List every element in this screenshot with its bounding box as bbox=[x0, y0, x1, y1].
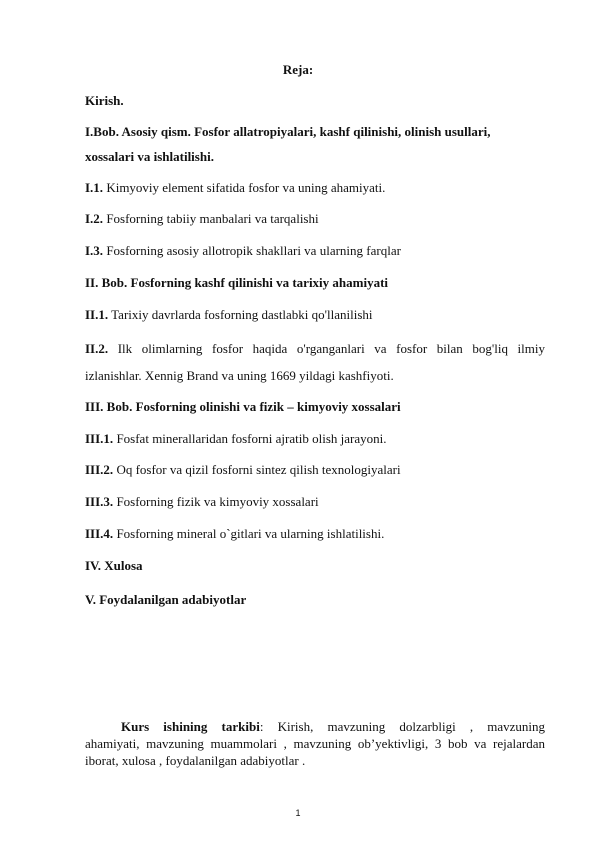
toc-item-text: Tarixiy davrlarda fosforning dastlabki qo'llanilishi bbox=[108, 307, 373, 322]
chapter4-heading: IV. Xulosa bbox=[85, 558, 143, 573]
toc-item-number: III.3. bbox=[85, 494, 114, 509]
toc-item-text: Fosfat minerallaridan fosforni ajratib olish jarayoni. bbox=[113, 431, 387, 446]
toc-item bbox=[85, 462, 545, 478]
toc-item-number: I.2. bbox=[85, 211, 104, 226]
toc-item-text: Fosforning tabiiy manbalari va tarqalishi bbox=[103, 211, 319, 226]
chapter1-heading-line1: I.Bob. Asosiy qism. Fosfor allatropiyalari, kashf qilinishi, olinish usullari, bbox=[85, 124, 491, 139]
page-number: 1 bbox=[295, 808, 301, 818]
structure-label: Kurs ishining tarkibi bbox=[121, 719, 260, 734]
toc-item-multiline-line2: izlanishlar. Xennig Brand va uning 1669 yildagi kashfiyoti. bbox=[85, 368, 394, 383]
toc-item-number: I.1. bbox=[85, 180, 104, 195]
toc-item bbox=[85, 494, 545, 510]
toc-item-multiline-line1 bbox=[85, 341, 545, 357]
page-title: Reja: bbox=[282, 62, 314, 77]
toc-item bbox=[85, 307, 545, 323]
intro-heading: Kirish. bbox=[85, 93, 124, 108]
toc-item-text: Fosforning fizik va kimyoviy xossalari bbox=[113, 494, 319, 509]
toc-item bbox=[85, 180, 545, 196]
structure-text-rest: ahamiyati, mavzuning muammolari , mavzuning ob’yektivligi, 3 bob va rejalardan iborat, xulosa , foydalanilgan adabiyotlar . bbox=[85, 736, 545, 768]
toc-item-number: III.1. bbox=[85, 431, 114, 446]
toc-item-text: Kimyoviy element sifatida fosfor va uning ahamiyati. bbox=[103, 180, 386, 195]
toc-item-text: Fosforning asosiy allotropik shakllari va ularning farqlar bbox=[103, 243, 401, 258]
toc-item bbox=[85, 431, 545, 447]
toc-item-number: II.2. bbox=[85, 341, 109, 356]
chapter2-heading: II. Bob. Fosforning kashf qilinishi va tarixiy ahamiyati bbox=[85, 275, 389, 290]
toc-item bbox=[85, 526, 545, 542]
toc-item-text: Ilk olimlarning fosfor haqida o'rganganlari va fosfor bilan bog'liq ilmiy bbox=[108, 341, 545, 356]
toc-item bbox=[85, 211, 545, 227]
toc-item-number: III.4. bbox=[85, 526, 114, 541]
chapter1-heading-line2: xossalari va ishlatilishi. bbox=[85, 149, 214, 164]
toc-item-text: Fosforning mineral o`gitlari va ularning ishlatilishi. bbox=[113, 526, 385, 541]
toc-item-number: I.3. bbox=[85, 243, 104, 258]
structure-paragraph bbox=[85, 718, 545, 769]
toc-item-text: Oq fosfor va qizil fosforni sintez qilish texnologiyalari bbox=[113, 462, 401, 477]
toc-item bbox=[85, 243, 545, 259]
chapter5-heading: V. Foydalanilgan adabiyotlar bbox=[85, 592, 247, 607]
structure-paragraph-first-line bbox=[85, 718, 545, 735]
structure-colon: : bbox=[259, 719, 264, 734]
structure-text-line1: Kirish, mavzuning dolzarbligi , mavzuning bbox=[263, 719, 545, 734]
chapter3-heading: III. Bob. Fosforning olinishi va fizik – kimyoviy xossalari bbox=[85, 399, 401, 414]
toc-item-number: II.1. bbox=[85, 307, 109, 322]
toc-item-number: III.2. bbox=[85, 462, 114, 477]
